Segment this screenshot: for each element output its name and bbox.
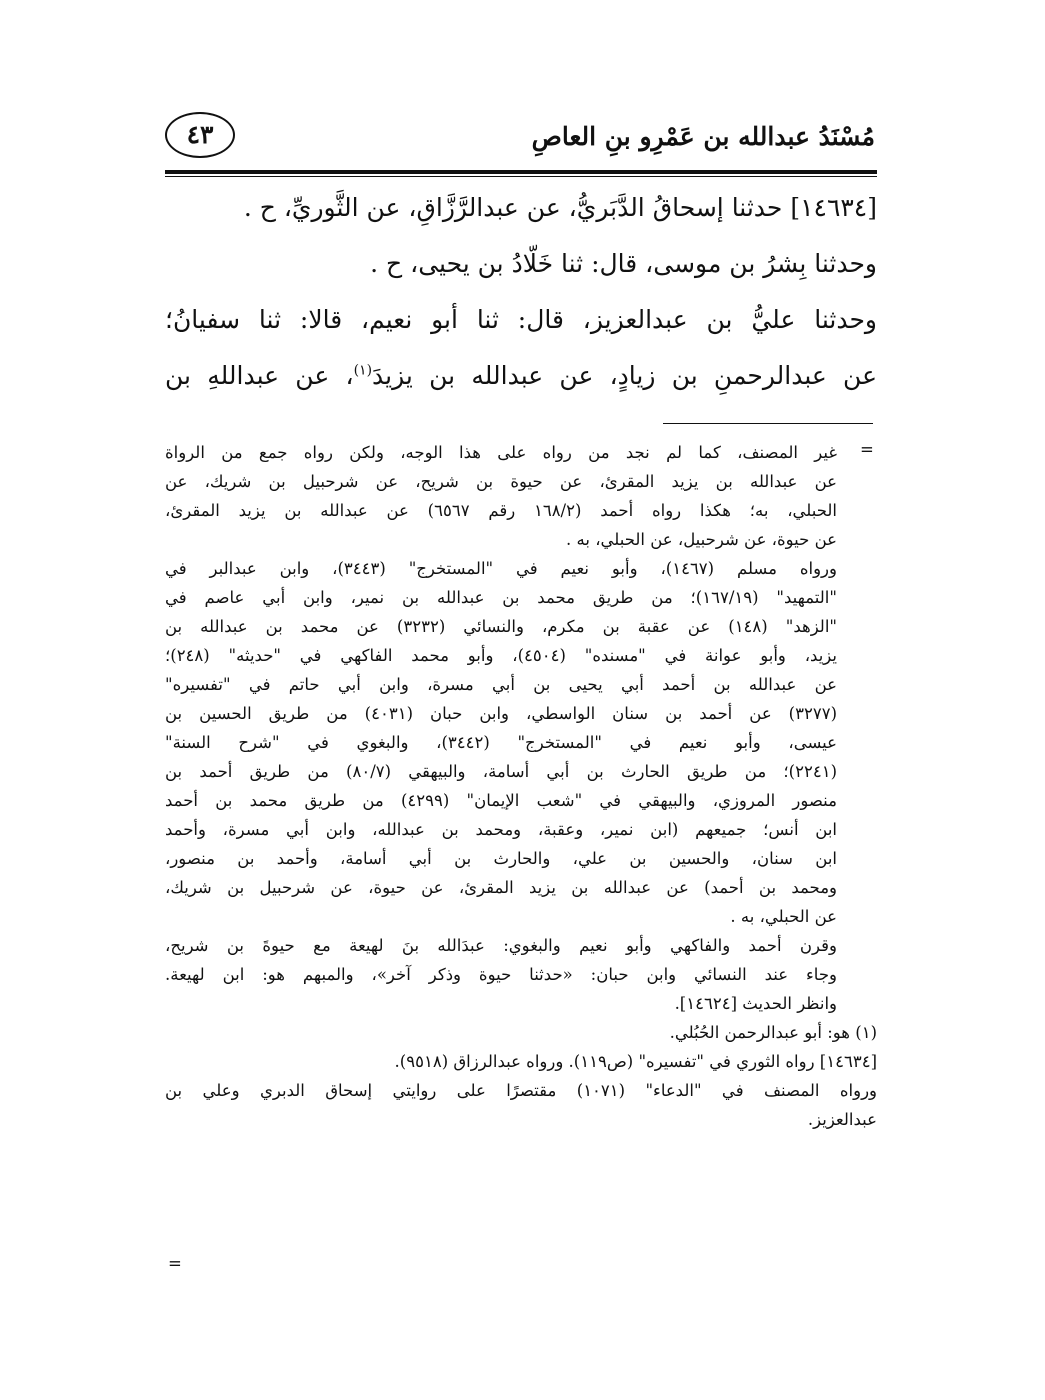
continuation-mark-bottom: = [168, 1254, 182, 1273]
footnote-line: غير المصنف، كما لم نجد من رواه على هذا الوجه، ولكن رواه جمع من الرواة [165, 443, 837, 462]
footnote-line: عن عبدالله بن يزيد المقرئ، عن حيوة بن شريح، عن شرحبيل بن شريك، عن [165, 472, 837, 491]
header-rule-thick [165, 170, 877, 174]
page-number: ٤٣ [165, 112, 235, 158]
footnote-line: وقرن أحمد والفاكهي وأبو نعيم والبغوي: عبدَالله بنَ لهيعة مع حيوةَ بن شريح، [165, 936, 837, 955]
continuation-mark-top: = [860, 440, 874, 459]
footnote-line: ورواه المصنف في "الدعاء" (١٠٧١) مقتصرًا على روايتي إسحاق الدبري وعلي بن [165, 1081, 878, 1100]
footnote-line: "الزهد" (١٤٨) عن عقبة بن مكرم، والنسائي (٣٢٣٢) عن محمد بن عبدالله بن [165, 617, 837, 636]
footnote-separator [663, 423, 873, 424]
footnote-line: عن حيوة، عن شرحبيل، عن الحبلي، به . [566, 530, 837, 549]
footnote-line: (١) هو: أبو عبدالرحمن الحُبُلي. [669, 1023, 877, 1042]
footnote-ref: (١) [353, 362, 373, 379]
footnote-line: "التمهيد" (١٦٧/١٩)؛ من طريق محمد بن عبدالله بن نمير، وابن أبي عاصم في [165, 588, 837, 607]
footnote-line: عن الحبلي، به . [730, 907, 837, 926]
footnote-line: (٣٢٧٧) عن أحمد بن سنان الواسطي، وابن حبان (٤٠٣١) من طريق الحسين بن [165, 704, 837, 723]
footnote-line: ابن سنان، والحسين بن علي، والحارث بن أبي أسامة، وأحمد بن منصور، [165, 849, 837, 868]
header-rule-thin [165, 176, 877, 177]
hadith-text [165, 180, 877, 404]
footnote-line: [١٤٦٣٤] رواه الثوري في "تفسيره" (ص١١٩). ورواه عبدالرزاق (٩٥١٨). [394, 1052, 877, 1071]
main-line-part: عن عبدالرحمنِ بن زيادٍ، عن عبدالله بن يزيدَ [372, 361, 877, 390]
main-line: [١٤٦٣٤] حدثنا إسحاقُ الدَّبَريُّ، عن عبدالرَّزَّاقِ، عن الثَّوريِّ، ح . [243, 193, 877, 222]
page-header [165, 108, 877, 170]
main-line-part: ، عن عبداللهِ بن [165, 361, 354, 390]
footnote-line: ورواه مسلم (١٤٦٧)، وأبو نعيم في "المستخرج" (٣٤٤٣)، وابن عبدالبر في [165, 559, 837, 578]
footnote-line: منصور المروزي، والبيهقي في "شعب الإيمان" (٤٢٩٩) من طريق محمد بن أحمد [165, 791, 837, 810]
footnote-line: عن عبدالله بن أحمد أبي يحيى بن أبي مسرة، وابن أبي حاتم في "تفسيره" [165, 675, 837, 694]
footnote-line: ابن أنس؛ جميعهم (ابن نمير، وعقبة، ومحمد بن عبدالله، وابن أبي مسرة، وأحمد [165, 820, 837, 839]
footnotes [165, 438, 877, 1134]
main-line: وحدثنا عليُّ بن عبدالعزيز، قال: ثنا أبو نعيم، قالا: ثنا سفيانُ؛ [165, 305, 877, 334]
footnote-line: وانظر الحديث [١٤٦٢٤]. [674, 994, 837, 1013]
main-line [165, 348, 877, 404]
footnote-line: الحبلي، به؛ هكذا رواه أحمد (١٦٨/٢ رقم ٦٥٦٧) عن عبدالله بن يزيد المقرئ، [165, 501, 838, 520]
main-line: وحدثنا بِشرُ بن موسى، قال: ثنا خَلّادُ بن يحيى، ح . [370, 249, 877, 278]
footnote-line: عيسى، وأبو نعيم في "المستخرج" (٣٤٤٢)، والبغوي في "شرح السنة" [165, 733, 837, 752]
footnote-line: يزيد، وأبو عوانة في "مسنده" (٤٥٠٤)، وأبو محمد الفاكهي في "حديثه" (٢٤٨)؛ [165, 646, 837, 665]
footnote-line: عبدالعزيز. [807, 1110, 877, 1129]
running-title: مُسْنَدُ عبدالله بن عَمْرِو بنِ العاصِ [531, 122, 875, 151]
footnote-line: وجاء عند النسائي وابن حبان: «حدثنا حيوة وذكر آخر»، والمبهم هو: ابن لهيعة. [165, 965, 837, 984]
footnote-line: ومحمد بن أحمد) عن عبدالله بن يزيد المقرئ، عن حيوة، عن شرحبيل بن شريك، [165, 878, 837, 897]
footnote-line: (٢٢٤١)؛ من طريق الحارث بن أبي أسامة، والبيهقي (٨٠/٧) من طريق أحمد بن [165, 762, 837, 781]
